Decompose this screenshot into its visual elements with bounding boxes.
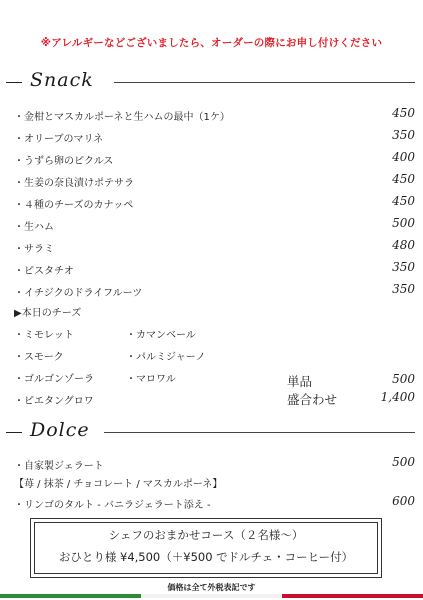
header-rule: [114, 82, 415, 83]
snack-title: Snack: [30, 69, 94, 91]
menu-item: [14, 260, 415, 278]
cheese-item: ・スモーク: [14, 352, 64, 363]
item-price: 350: [392, 260, 415, 274]
course-title: シェフのおまかせコース（２名様〜）: [108, 528, 304, 542]
cheese-item: ・ゴルゴンゾーラ: [14, 374, 94, 385]
item-price: 600: [392, 494, 415, 508]
chef-course-box: [30, 518, 382, 578]
cheese-assort-label: 盛合わせ: [287, 392, 338, 407]
item-name: ・オリーブのマリネ: [14, 134, 104, 145]
item-name: ・自家製ジェラート: [14, 461, 104, 472]
item-name: ・リンゴのタルト - バニラジェラート添え -: [14, 500, 211, 511]
item-name: ・生姜の奈良漬けポテサラ: [14, 178, 134, 189]
gelato-flavors: 【苺 / 抹茶 / チョコレート / マスカルポーネ】: [14, 479, 223, 490]
strip-red: [282, 594, 423, 598]
menu-item: [14, 238, 415, 256]
menu-item-gelato: [14, 455, 415, 473]
cheese-single-price: 500: [392, 372, 415, 386]
cheese-item: ・ピエタングロワ: [14, 396, 94, 407]
item-name: ・４種のチーズのカナッペ: [14, 200, 134, 211]
menu-item: [14, 172, 415, 190]
cheese-item: ・マロワル: [126, 374, 176, 385]
item-price: 350: [392, 128, 415, 142]
item-price: 350: [392, 282, 415, 296]
menu-item: [14, 106, 415, 124]
item-price: 500: [392, 216, 415, 230]
item-price: 450: [392, 172, 415, 186]
item-name: ・金柑とマスカルポーネと生ハムの最中（1ケ）: [14, 112, 230, 123]
header-dash: [6, 432, 22, 433]
item-price: 480: [392, 238, 415, 252]
item-price: 450: [392, 194, 415, 208]
cheese-item: ・カマンベール: [126, 330, 196, 341]
item-name: ・うずら卵のピクルス: [14, 156, 114, 167]
flag-color-strip: [0, 594, 423, 598]
dolce-section-header: [6, 420, 415, 444]
cheese-item: ・パルミジャーノ: [126, 352, 206, 363]
cheese-item: ・ミモレット: [14, 330, 74, 341]
menu-item: [14, 194, 415, 212]
header-rule: [104, 432, 415, 433]
course-price: おひとり様 ¥4,500（＋¥500 でドルチェ・コーヒー付）: [58, 550, 354, 564]
item-price: 400: [392, 150, 415, 164]
item-name: ・サラミ: [14, 244, 54, 255]
menu-item: [14, 128, 415, 146]
strip-white: [141, 594, 282, 598]
item-price: 450: [392, 106, 415, 120]
item-name: ・生ハム: [14, 222, 54, 233]
menu-item: [14, 150, 415, 168]
allergy-notice: ※アレルギーなどございましたら、オーダーの際にお申し付けください: [40, 37, 383, 49]
strip-green: [0, 594, 141, 598]
item-name: ・イチジクのドライフルーツ: [14, 288, 143, 299]
tax-note: 価格は全て外税表記です: [167, 583, 256, 592]
cheese-single-label: 単品: [287, 374, 313, 389]
dolce-title: Dolce: [30, 419, 90, 441]
cheese-of-the-day-label: ▶本日のチーズ: [14, 308, 82, 319]
cheese-assort-price: 1,400: [380, 390, 415, 404]
menu-item-tart: [14, 494, 415, 512]
snack-section-header: [6, 70, 415, 94]
menu-item: [14, 216, 415, 234]
menu-item: [14, 282, 415, 300]
header-dash: [6, 82, 22, 83]
item-name: ・ピスタチオ: [14, 266, 74, 277]
item-price: 500: [392, 455, 415, 469]
